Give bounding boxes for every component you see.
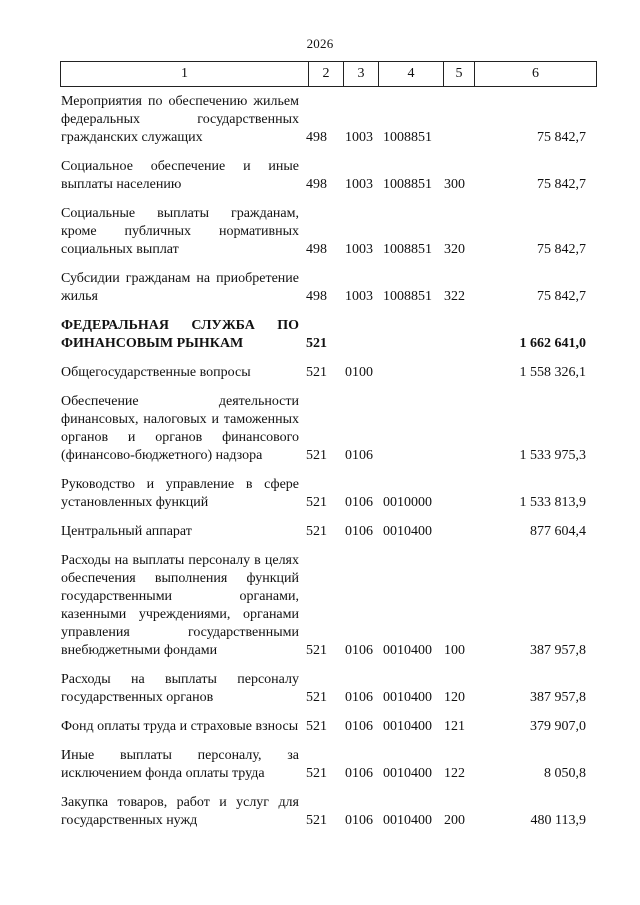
row-name: Расходы на выплаты персоналу государственных органов	[61, 672, 299, 705]
row-amount: 480 113,9	[530, 813, 586, 828]
row-ministry-code: 521	[306, 495, 327, 510]
row-name: Закупка товаров, работ и услуг для государственных нужд	[61, 795, 299, 828]
row-section-code: 1003	[345, 130, 373, 145]
row-amount: 75 842,7	[537, 130, 586, 145]
row-name: Субсидии гражданам на приобретение жилья	[61, 271, 299, 304]
row-section-code: 0106	[345, 643, 373, 658]
table-row	[0, 317, 640, 353]
row-name: Социальные выплаты гражданам, кроме публичных нормативных социальных выплат	[61, 206, 299, 257]
row-name: Руководство и управление в сфере установленных функций	[61, 477, 299, 510]
row-amount: 1 662 641,0	[519, 336, 586, 351]
row-name: Расходы на выплаты персоналу в целях обеспечения выполнения функций государственными органами, казенными учреждениями, органами управления государственными внебюджетными фондами	[61, 553, 299, 658]
row-target-article-code: 0010400	[383, 690, 432, 705]
table-row	[0, 747, 640, 783]
row-ministry-code: 521	[306, 643, 327, 658]
row-ministry-code: 498	[306, 177, 327, 192]
row-name: Фонд оплаты труда и страховые взносы	[61, 719, 299, 734]
row-target-article-code: 0010400	[383, 813, 432, 828]
row-amount: 75 842,7	[537, 242, 586, 257]
row-ministry-code: 521	[306, 690, 327, 705]
row-section-code: 0100	[345, 365, 373, 380]
row-name: Обеспечение деятельности финансовых, налоговых и таможенных органов и органов финансового (финансово-бюджетного) надзора	[61, 394, 299, 463]
row-ministry-code: 521	[306, 336, 327, 351]
row-section-code: 0106	[345, 448, 373, 463]
row-section-code: 0106	[345, 690, 373, 705]
row-ministry-code: 498	[306, 289, 327, 304]
table-row	[0, 794, 640, 830]
row-amount: 75 842,7	[537, 177, 586, 192]
row-expense-type-code: 100	[444, 643, 465, 658]
row-expense-type-code: 200	[444, 813, 465, 828]
row-name: Социальное обеспечение и иные выплаты населению	[61, 159, 299, 192]
row-amount: 1 533 813,9	[519, 495, 586, 510]
row-target-article-code: 0010000	[383, 495, 432, 510]
column-header-row	[60, 61, 597, 87]
row-amount: 75 842,7	[537, 289, 586, 304]
row-section-code: 1003	[345, 242, 373, 257]
row-section-code: 0106	[345, 719, 373, 734]
table-row	[0, 393, 640, 465]
row-ministry-code: 521	[306, 524, 327, 539]
row-section-code: 0106	[345, 766, 373, 781]
table-row	[0, 718, 640, 736]
row-name: Общегосударственные вопросы	[61, 365, 251, 380]
row-target-article-code: 1008851	[383, 177, 432, 192]
row-amount: 8 050,8	[544, 766, 586, 781]
row-ministry-code: 521	[306, 365, 327, 380]
row-section-code: 1003	[345, 177, 373, 192]
row-target-article-code: 0010400	[383, 719, 432, 734]
page-number: 2026	[306, 36, 334, 51]
row-amount: 1 558 326,1	[519, 365, 586, 380]
table-row	[0, 93, 640, 147]
row-expense-type-code: 120	[444, 690, 465, 705]
row-section-code: 0106	[345, 813, 373, 828]
row-target-article-code: 0010400	[383, 643, 432, 658]
table-row	[0, 476, 640, 512]
row-amount: 379 907,0	[530, 719, 586, 734]
row-section-code: 0106	[345, 524, 373, 539]
table-row	[0, 205, 640, 259]
row-amount: 1 533 975,3	[519, 448, 586, 463]
table-row	[0, 671, 640, 707]
column-header-1: 1	[61, 62, 309, 87]
row-section-code: 1003	[345, 289, 373, 304]
column-header-6: 6	[475, 62, 597, 87]
column-header-3: 3	[344, 62, 379, 87]
row-target-article-code: 1008851	[383, 130, 432, 145]
row-name: Центральный аппарат	[61, 524, 192, 539]
row-ministry-code: 521	[306, 448, 327, 463]
column-header-4: 4	[379, 62, 444, 87]
table-row	[0, 270, 640, 306]
budget-table-body	[0, 93, 640, 841]
row-amount: 387 957,8	[530, 643, 586, 658]
row-expense-type-code: 121	[444, 719, 465, 734]
row-ministry-code: 521	[306, 719, 327, 734]
row-name: Мероприятия по обеспечению жильем федеральных государственных гражданских служащих	[61, 94, 299, 145]
row-ministry-code: 498	[306, 242, 327, 257]
row-ministry-code: 521	[306, 813, 327, 828]
row-amount: 877 604,4	[530, 524, 586, 539]
row-target-article-code: 1008851	[383, 289, 432, 304]
row-section-code: 0106	[345, 495, 373, 510]
row-expense-type-code: 300	[444, 177, 465, 192]
row-name: Иные выплаты персоналу, за исключением фонда оплаты труда	[61, 748, 299, 781]
table-row	[0, 523, 640, 541]
row-target-article-code: 1008851	[383, 242, 432, 257]
row-name: ФЕДЕРАЛЬНАЯ СЛУЖБА ПО ФИНАНСОВЫМ РЫНКАМ	[61, 318, 299, 351]
column-header-2: 2	[309, 62, 344, 87]
row-target-article-code: 0010400	[383, 766, 432, 781]
column-header-5: 5	[444, 62, 475, 87]
row-expense-type-code: 322	[444, 289, 465, 304]
row-ministry-code: 498	[306, 130, 327, 145]
table-row	[0, 158, 640, 194]
row-expense-type-code: 320	[444, 242, 465, 257]
row-amount: 387 957,8	[530, 690, 586, 705]
row-ministry-code: 521	[306, 766, 327, 781]
table-row	[0, 552, 640, 660]
row-target-article-code: 0010400	[383, 524, 432, 539]
row-expense-type-code: 122	[444, 766, 465, 781]
table-row	[0, 364, 640, 382]
